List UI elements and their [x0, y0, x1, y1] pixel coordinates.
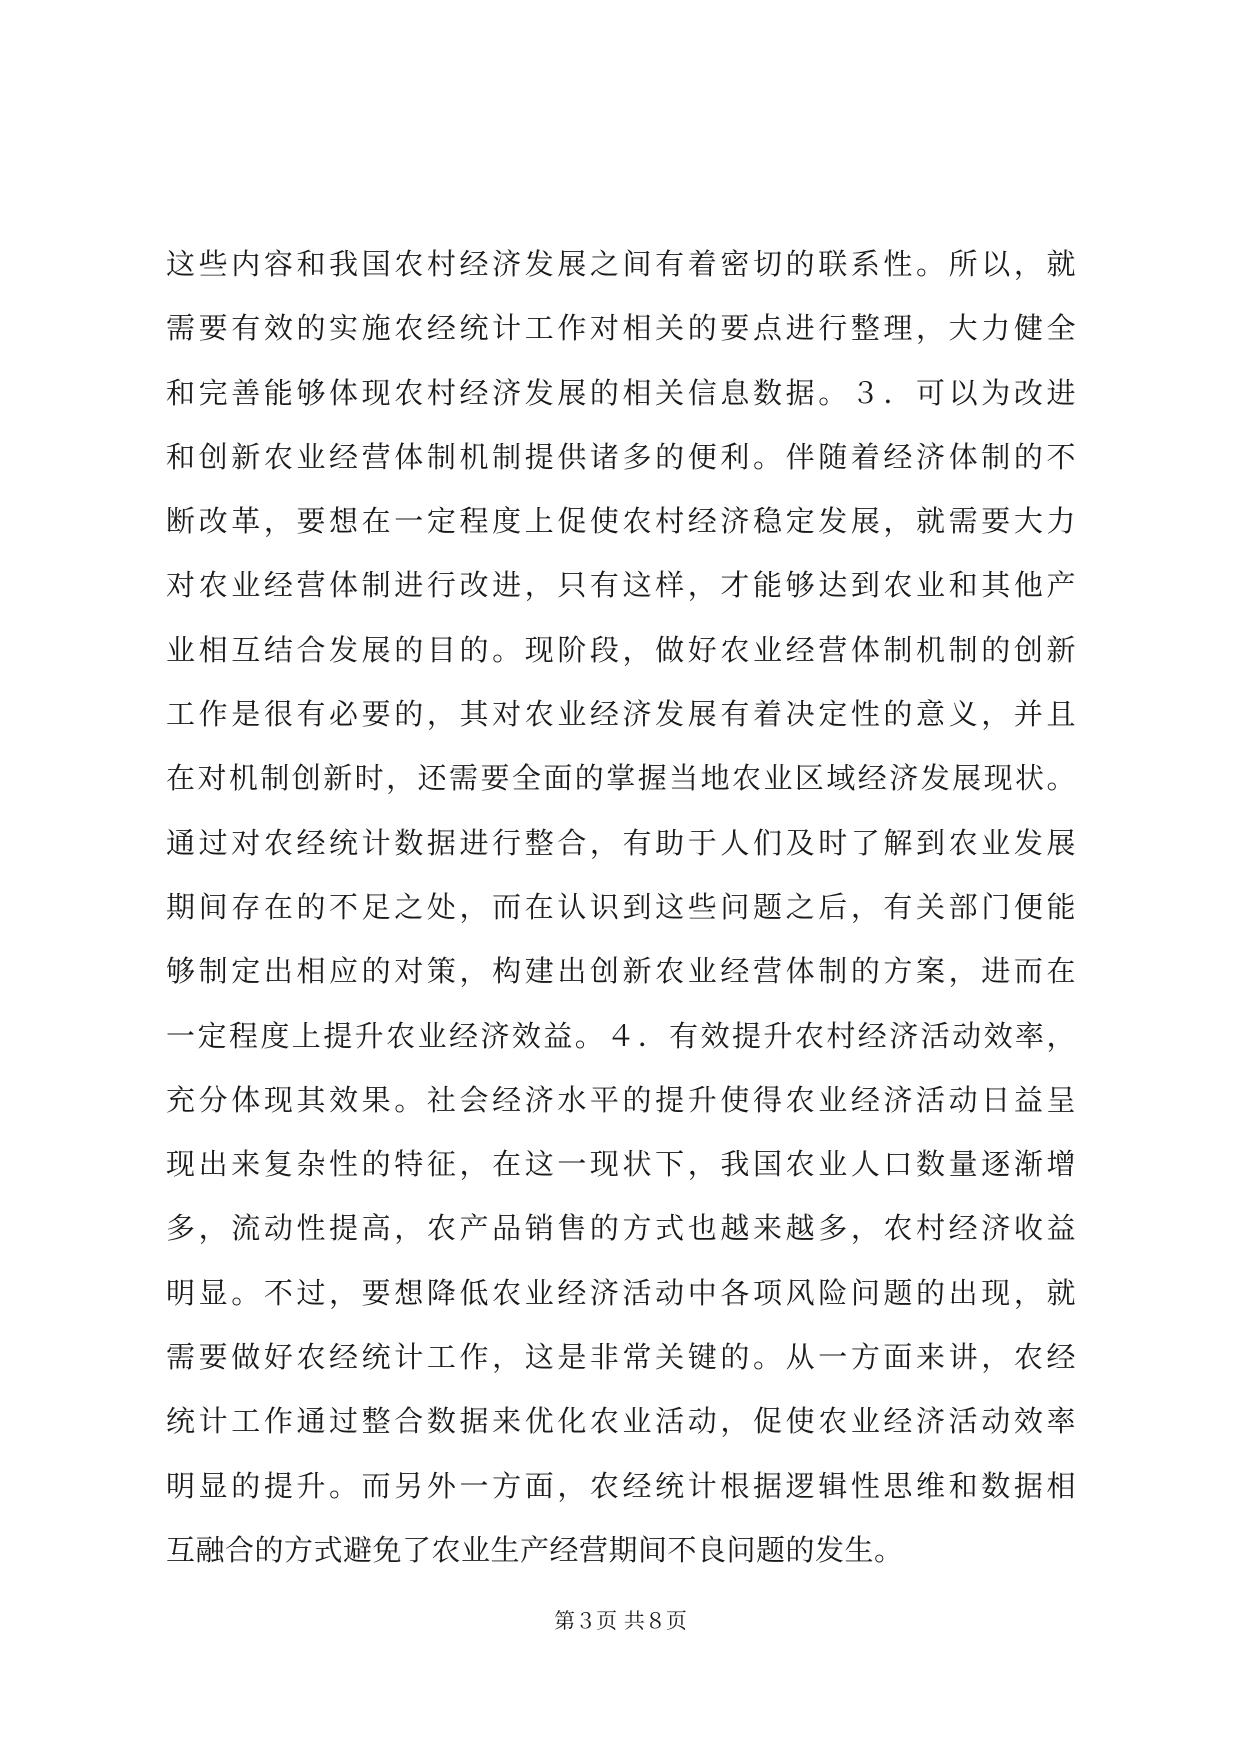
text-line: 充分体现其效果。社会经济水平的提升使得农业经济活动日益呈 — [166, 1082, 1076, 1117]
text-line: 和创新农业经营体制机制提供诸多的便利。伴随着经济体制的不 — [166, 439, 1076, 474]
text-line: 一定程度上提升农业经济效益。４．有效提升农村经济活动效率， — [166, 1018, 1076, 1053]
text-line: 统计工作通过整合数据来优化农业活动，促使农业经济活动效率 — [166, 1404, 1076, 1439]
text-line: 和完善能够体现农村经济发展的相关信息数据。３．可以为改进 — [166, 375, 1076, 410]
text-line: 对农业经营体制进行改进，只有这样，才能够达到农业和其他产 — [166, 568, 1076, 603]
text-line: 多，流动性提高，农产品销售的方式也越来越多，农村经济收益 — [166, 1211, 1076, 1246]
text-line: 明显。不过，要想降低农业经济活动中各项风险问题的出现，就 — [166, 1275, 1076, 1310]
text-line: 业相互结合发展的目的。现阶段，做好农业经营体制机制的创新 — [166, 632, 1076, 667]
text-line: 断改革，要想在一定程度上促使农村经济稳定发展，就需要大力 — [166, 504, 1076, 539]
text-line: 需要有效的实施农经统计工作对相关的要点进行整理，大力健全 — [166, 311, 1076, 346]
text-line: 通过对农经统计数据进行整合，有助于人们及时了解到农业发展 — [166, 825, 1076, 860]
text-line: 现出来复杂性的特征，在这一现状下，我国农业人口数量逐渐增 — [166, 1147, 1076, 1182]
text-line: 这些内容和我国农村经济发展之间有着密切的联系性。所以，就 — [166, 247, 1076, 281]
text-line: 互融合的方式避免了农业生产经营期间不良问题的发生。 — [166, 1532, 904, 1567]
text-line: 够制定出相应的对策，构建出创新农业经营体制的方案，进而在 — [166, 954, 1076, 989]
text-line: 明显的提升。而另外一方面，农经统计根据逻辑性思维和数据相 — [166, 1468, 1076, 1503]
text-line: 期间存在的不足之处，而在认识到这些问题之后，有关部门便能 — [166, 889, 1076, 924]
page-footer: 第３页 共８页 — [554, 1609, 687, 1633]
body-text — [166, 232, 1076, 1582]
text-line: 需要做好农经统计工作，这是非常关键的。从一方面来讲，农经 — [166, 1340, 1076, 1375]
text-line: 在对机制创新时，还需要全面的掌握当地农业区域经济发展现状。 — [166, 761, 1076, 796]
text-line: 工作是很有必要的，其对农业经济发展有着决定性的意义，并且 — [166, 697, 1076, 732]
